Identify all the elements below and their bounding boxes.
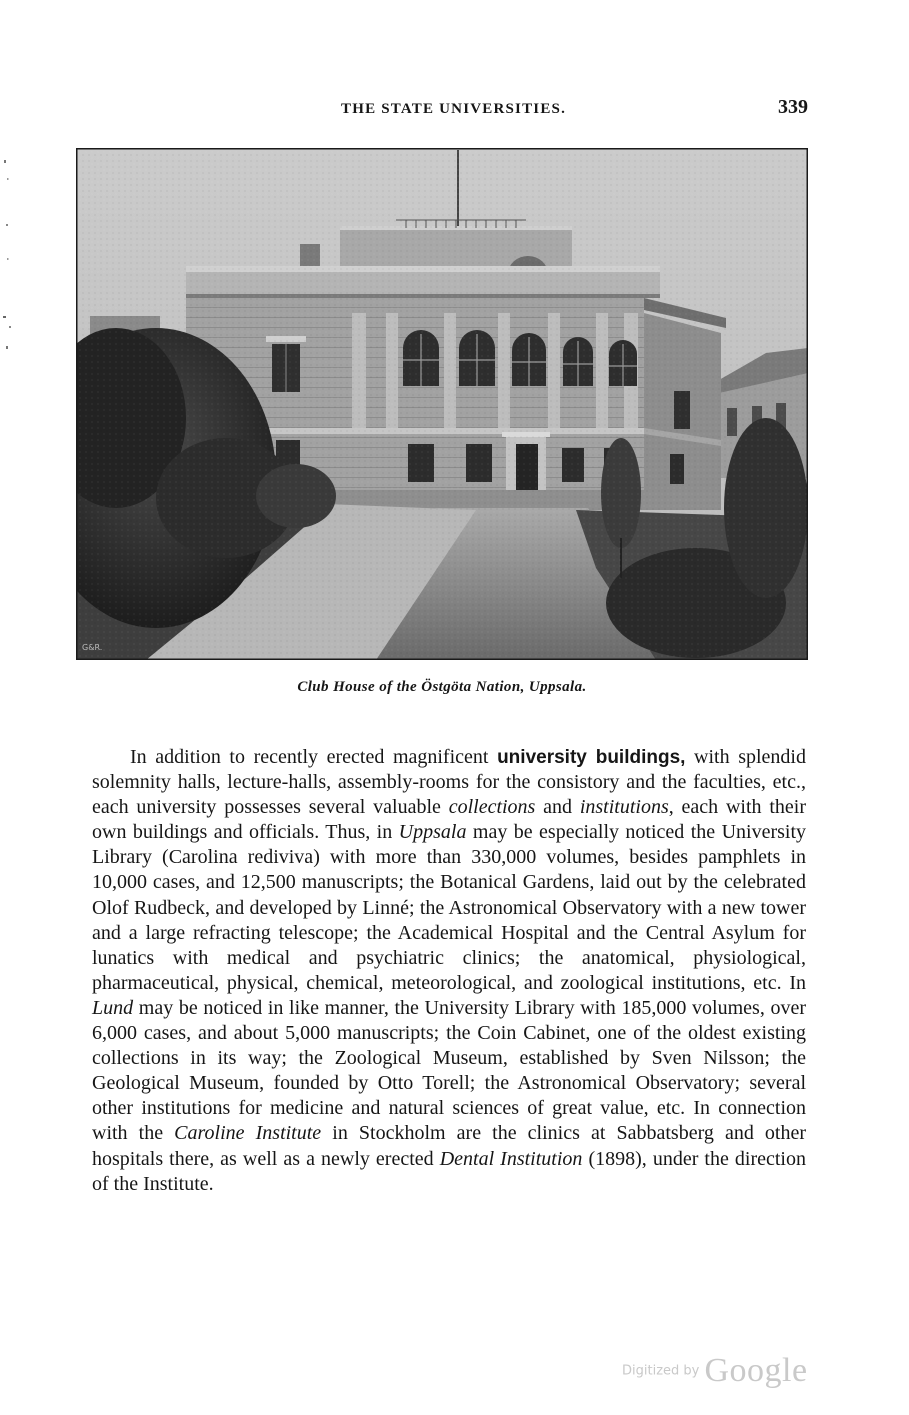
running-head: THE STATE UNIVERSITIES. bbox=[341, 101, 567, 117]
page-number: 339 bbox=[778, 96, 808, 118]
bold-term: university buildings, bbox=[497, 747, 686, 768]
google-wordmark: Google bbox=[704, 1352, 808, 1389]
engraver-mark: G&R. bbox=[82, 643, 103, 652]
club-house-photograph bbox=[76, 148, 808, 660]
body-paragraph: In addition to recently erected magnificent university buildings, with splendid solemnity halls, lecture-halls, assembly-rooms for the consistory and the faculties, etc., each university possesses several valuable collections and institutions, each with their own buildings and officials. Thus, in Uppsala may be especially noticed the University Library (Carolina rediviva) with more than 330,000 volumes, besides pamphlets in 10,000 cases, and 12,500 manuscripts; the Botanical Gardens, laid out by the celebrated Olof Rudbeck, and developed by Linné; the Astronomical Observatory with a new tower and a large refracting telescope; the Academical Hospital and the Central Asylum for lunatics with medical and psychiatric clinics; the anatomical, physiological, pharmaceutical, physical, chemical, meteorological, and zoological institutions, etc. In Lund may be noticed in like manner, the University Library with 185,000 volumes, over 6,000 cases, and about 5,000 manuscripts; the Coin Cabinet, one of the oldest existing collections in its way; the Zoological Museum, established by Sven Nilsson; the Geological Museum, founded by Otto Torell; the Astronomical Observatory; several other institutions for medicine and natural sciences of great value, etc. In connection with the Caroline Institute in Stockholm are the clinics at Sabbatsberg and other hospitals there, as well as a newly erected Dental Institution (1898), under the direction of the Institute. bbox=[92, 746, 807, 1195]
digitized-watermark bbox=[622, 1352, 808, 1390]
digitized-by-label: Digitized by bbox=[622, 1363, 700, 1379]
margin-specks bbox=[0, 150, 20, 370]
figure-caption: Club House of the Östgöta Nation, Uppsala. bbox=[297, 679, 587, 695]
